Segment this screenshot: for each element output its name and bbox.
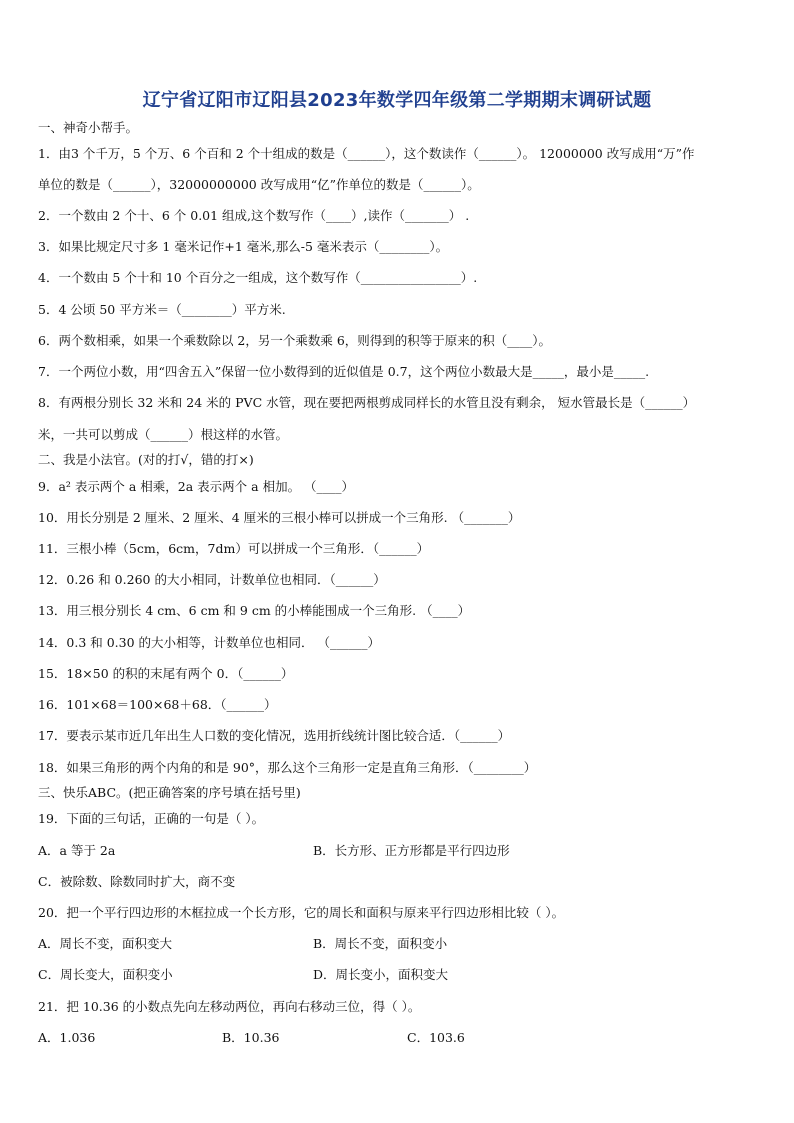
question-2: 2．一个数由 2 个十、6 个 0.01 组成,这个数写作（____）,读作（_______） .: [38, 208, 470, 223]
question-21-option-c: C．103.6: [407, 1030, 465, 1045]
question-19-option-a: A．a 等于 2a: [38, 843, 116, 858]
section-heading-3: 三、快乐ABC。(把正确答案的序号填在括号里): [38, 785, 301, 800]
question-4: 4．一个数由 5 个十和 10 个百分之一组成，这个数写作（________________）.: [38, 270, 478, 285]
question-20-option-a: A．周长不变，面积变大: [38, 936, 173, 951]
exam-title: 辽宁省辽阳市辽阳县2023年数学四年级第二学期期末调研试题: [142, 90, 652, 111]
question-10: 10．用长分别是 2 厘米、2 厘米、4 厘米的三根小棒可以拼成一个三角形. （_______）: [38, 510, 521, 525]
question-21: 21．把 10.36 的小数点先向左移动两位，再向右移动三位，得（ ）。: [38, 999, 421, 1014]
section-heading-2: 二、我是小法官。(对的打√，错的打×): [38, 452, 254, 467]
question-8-line-1: 8．有两根分别长 32 米和 24 米的 PVC 水管，现在要把两根剪成同样长的水管且没有剩余， 短水管最长是（______）: [38, 395, 696, 410]
question-21-option-b: B．10.36: [222, 1030, 280, 1045]
question-20-option-d: D．周长变小，面积变大: [313, 967, 449, 982]
question-1-line-2: 单位的数是（______），32000000000 改写成用“亿”作单位的数是（______）。: [38, 177, 480, 192]
question-19: 19．下面的三句话，正确的一句是（ ）。: [38, 811, 265, 826]
question-17: 17．要表示某市近几年出生人口数的变化情况，选用折线统计图比较合适．（______）: [38, 728, 511, 743]
question-19-option-b: B．长方形、正方形都是平行四边形: [313, 843, 510, 858]
question-5: 5．4 公顷 50 平方米＝（________）平方米.: [38, 302, 286, 317]
section-heading-1: 一、神奇小帮手。: [38, 120, 139, 135]
question-3: 3．如果比规定尺寸多 1 毫米记作+1 毫米,那么-5 毫米表示（________）。: [38, 239, 449, 254]
question-14: 14．0.3 和 0.30 的大小相等，计数单位也相同． （______）: [38, 635, 381, 650]
question-7: 7．一个两位小数，用“四舍五入”保留一位小数得到的近似值是 0.7，这个两位小数最大是_____，最小是_____.: [38, 364, 650, 379]
question-9: 9．a² 表示两个 a 相乘，2a 表示两个 a 相加。 （____）: [38, 479, 355, 494]
question-20: 20．把一个平行四边形的木框拉成一个长方形，它的周长和面积与原来平行四边形相比较（ ）。: [38, 905, 565, 920]
question-13: 13．用三根分别长 4 cm、6 cm 和 9 cm 的小棒能围成一个三角形. （____）: [38, 603, 471, 618]
question-12: 12．0.26 和 0.260 的大小相同，计数单位也相同．（______）: [38, 572, 386, 587]
question-18: 18．如果三角形的两个内角的和是 90°，那么这个三角形一定是直角三角形．（________）: [38, 760, 537, 775]
question-6: 6．两个数相乘，如果一个乘数除以 2，另一个乘数乘 6，则得到的积等于原来的积（____）。: [38, 333, 552, 348]
question-20-option-b: B．周长不变，面积变小: [313, 936, 448, 951]
question-21-option-a: A．1.036: [38, 1030, 96, 1045]
question-1-line-1: 1．由3 个千万，5 个万、6 个百和 2 个十组成的数是（______），这个数读作（______）。 12000000 改写成用“万”作: [38, 146, 695, 161]
question-16: 16．101×68＝100×68＋68．（______）: [38, 697, 277, 712]
question-15: 15．18×50 的积的末尾有两个 0．（______）: [38, 666, 294, 681]
question-19-option-c: C．被除数、除数同时扩大，商不变: [38, 874, 236, 889]
question-8-line-2: 米，一共可以剪成（______）根这样的水管。: [38, 427, 289, 442]
question-11: 11．三根小棒（5cm，6cm，7dm）可以拼成一个三角形．（______）: [38, 541, 430, 556]
question-20-option-c: C．周长变大，面积变小: [38, 967, 173, 982]
